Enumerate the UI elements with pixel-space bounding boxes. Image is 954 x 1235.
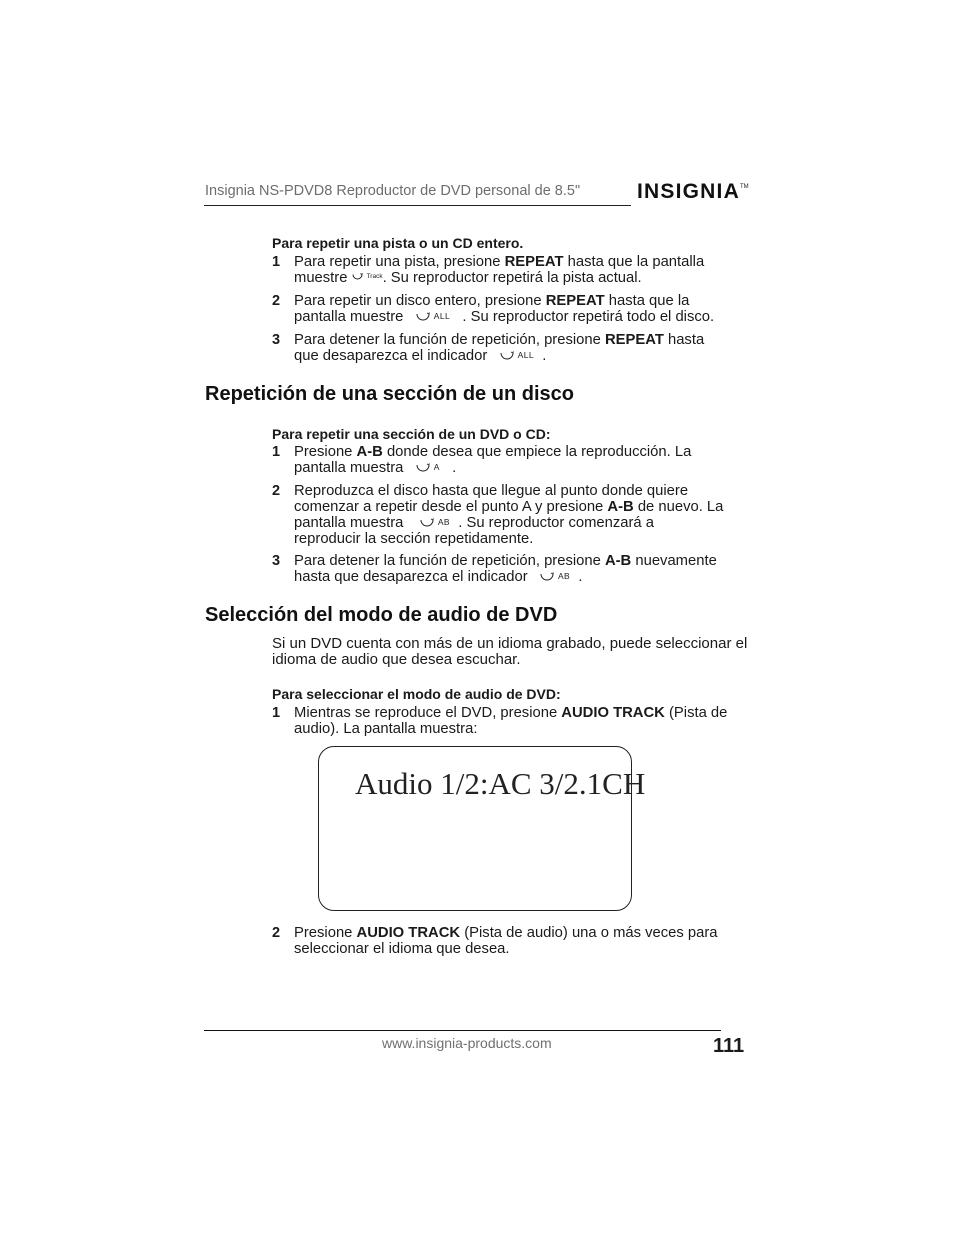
step-repeat-disc: Para repetir un disco entero, presione REPEAT hasta que la pantalla muestre ALL . Su reproductor repetirá todo el disco. bbox=[294, 293, 715, 325]
step-number: 1 bbox=[272, 254, 281, 270]
repeat-track-indicator-icon: Track bbox=[352, 269, 383, 285]
section-heading-ab-repeat: Repetición de una sección de un disco bbox=[205, 383, 574, 405]
step-number: 2 bbox=[272, 293, 281, 309]
repeat-ab-indicator-icon: AB bbox=[420, 514, 450, 530]
repeat-all-indicator-icon: ALL bbox=[500, 347, 534, 363]
intro-paragraph: Si un DVD cuenta con más de un idioma grabado, puede seleccionar el idioma de audio que desea escuchar. bbox=[272, 635, 748, 668]
step-number: 3 bbox=[272, 553, 281, 569]
footer-rule bbox=[204, 1030, 721, 1031]
step-audio-press: Mientras se reproduce el DVD, presione AUDIO TRACK (Pista de audio). La pantalla muestra: bbox=[294, 705, 728, 737]
subheading-audio-mode: Para seleccionar el modo de audio de DVD: bbox=[272, 686, 561, 702]
logo-text: INSIGNIA bbox=[637, 180, 740, 203]
onscreen-display-box bbox=[318, 746, 646, 911]
footer-url: www.insignia-products.com bbox=[382, 1035, 552, 1051]
insignia-logo bbox=[637, 180, 749, 210]
section-heading-audio-mode: Selección del modo de audio de DVD bbox=[205, 604, 558, 626]
onscreen-audio-text: Audio 1/2:AC 3/2.1CH bbox=[355, 766, 646, 801]
repeat-ab-indicator-icon: AB bbox=[540, 568, 570, 584]
step-ab-end: Reproduzca el disco hasta que llegue al punto donde quiere comenzar a repetir desde el punto A y presione A-B de nuevo. La pantalla muestra AB . Su reproductor comenzará a reproducir la sección repetidamente. bbox=[294, 483, 724, 548]
step-audio-select: Presione AUDIO TRACK (Pista de audio) una o más veces para seleccionar el idioma que desea. bbox=[294, 925, 718, 957]
repeat-a-indicator-icon: A bbox=[416, 459, 440, 475]
step-stop-repeat: Para detener la función de repetición, presione REPEAT hasta que desaparezca el indicador ALL . bbox=[294, 332, 705, 364]
subheading-ab-repeat: Para repetir una sección de un DVD o CD: bbox=[272, 426, 551, 442]
header-rule bbox=[204, 205, 631, 206]
step-repeat-track: Para repetir una pista, presione REPEAT hasta que la pantalla muestre Track . Su reproductor repetirá la pista actual. bbox=[294, 254, 705, 286]
step-number: 2 bbox=[272, 925, 281, 941]
subheading-repeat-track: Para repetir una pista o un CD entero. bbox=[272, 235, 524, 251]
step-number: 1 bbox=[272, 444, 281, 460]
step-ab-stop: Para detener la función de repetición, presione A-B nuevamente hasta que desaparezca el indicador AB . bbox=[294, 553, 717, 585]
step-ab-start: Presione A-B donde desea que empiece la reproducción. La pantalla muestra A . bbox=[294, 444, 692, 476]
repeat-all-indicator-icon: ALL bbox=[416, 308, 450, 324]
running-header: Insignia NS-PDVD8 Reproductor de DVD personal de 8.5" bbox=[205, 183, 581, 199]
step-number: 2 bbox=[272, 483, 281, 499]
page-number: 111 bbox=[713, 1035, 745, 1057]
logo-trademark: TM bbox=[739, 184, 749, 190]
step-number: 1 bbox=[272, 705, 281, 721]
step-number: 3 bbox=[272, 332, 281, 348]
